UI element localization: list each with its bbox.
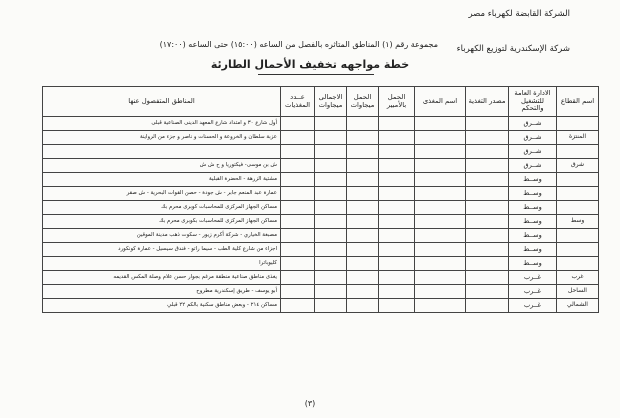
total-mw-cell bbox=[315, 187, 347, 201]
load-mw-cell bbox=[347, 243, 379, 257]
source-cell bbox=[466, 299, 509, 313]
area-cell: عزبة سلطان و الخروعة و الحسنات و ناصر و جزء من الرواينة bbox=[43, 131, 281, 145]
feeder-cell bbox=[415, 229, 466, 243]
load-mw-cell bbox=[347, 159, 379, 173]
table-row bbox=[43, 299, 599, 313]
load-amp-cell bbox=[379, 229, 415, 243]
load-amp-cell bbox=[379, 117, 415, 131]
sector-cell bbox=[557, 229, 599, 243]
admin-cell: وســط bbox=[509, 187, 557, 201]
source-cell bbox=[466, 201, 509, 215]
table-row bbox=[43, 285, 599, 299]
load-amp-cell bbox=[379, 187, 415, 201]
feeder-cell bbox=[415, 243, 466, 257]
header-feeder: اسم المغذى bbox=[415, 87, 466, 117]
feeder-count-cell bbox=[281, 201, 315, 215]
source-cell bbox=[466, 271, 509, 285]
feeder-count-cell bbox=[281, 285, 315, 299]
load-amp-cell bbox=[379, 201, 415, 215]
load-amp-cell bbox=[379, 145, 415, 159]
feeder-count-cell bbox=[281, 257, 315, 271]
area-cell: مساكن ٢١٤ - وبعض مناطق سكنية بالكم ٢٢ قبلي bbox=[43, 299, 281, 313]
area-cell: يغذى مناطق صناعية منطقة مرغم بجوار حسن علام وصلة المكس القديمه bbox=[43, 271, 281, 285]
total-mw-cell bbox=[315, 131, 347, 145]
feeder-cell bbox=[415, 299, 466, 313]
load-amp-cell bbox=[379, 159, 415, 173]
sector-cell bbox=[557, 173, 599, 187]
feeder-cell bbox=[415, 131, 466, 145]
total-mw-cell bbox=[315, 159, 347, 173]
source-cell bbox=[466, 215, 509, 229]
sector-cell: الساحل bbox=[557, 285, 599, 299]
source-cell bbox=[466, 145, 509, 159]
load-mw-cell bbox=[347, 285, 379, 299]
load-mw-cell bbox=[347, 271, 379, 285]
feeder-count-cell bbox=[281, 187, 315, 201]
table-row bbox=[43, 145, 599, 159]
total-mw-cell bbox=[315, 201, 347, 215]
header-load-mw: الحمل ميجاوات bbox=[347, 87, 379, 117]
table-row bbox=[43, 201, 599, 215]
source-cell bbox=[466, 187, 509, 201]
feeder-cell bbox=[415, 145, 466, 159]
sector-cell bbox=[557, 117, 599, 131]
admin-cell: وســط bbox=[509, 201, 557, 215]
load-amp-cell bbox=[379, 285, 415, 299]
area-cell: مساكن الجهاز المركزى للمحاسبات كوبرى محرم بك bbox=[43, 201, 281, 215]
feeder-cell bbox=[415, 285, 466, 299]
source-cell bbox=[466, 257, 509, 271]
admin-cell: وســط bbox=[509, 173, 557, 187]
load-amp-cell bbox=[379, 257, 415, 271]
feeder-count-cell bbox=[281, 229, 315, 243]
feeder-count-cell bbox=[281, 117, 315, 131]
sector-cell: وسط bbox=[557, 215, 599, 229]
feeder-count-cell bbox=[281, 243, 315, 257]
load-mw-cell bbox=[347, 215, 379, 229]
total-mw-cell bbox=[315, 271, 347, 285]
page-number: (٣) bbox=[304, 399, 316, 408]
feeder-count-cell bbox=[281, 215, 315, 229]
table-body bbox=[43, 117, 599, 313]
load-amp-cell bbox=[379, 215, 415, 229]
sector-cell: شرق bbox=[557, 159, 599, 173]
load-mw-cell bbox=[347, 117, 379, 131]
area-cell: أبو يوسف - طريق إسكندرية مطروح bbox=[43, 285, 281, 299]
table-row bbox=[43, 131, 599, 145]
sector-cell bbox=[557, 257, 599, 271]
company-name-line1: الشركة القابضة لكهرباء مصر bbox=[468, 9, 570, 19]
table-row bbox=[43, 257, 599, 271]
load-mw-cell bbox=[347, 145, 379, 159]
company-name-line2: شركة الإسكندرية لتوزيع الكهرباء bbox=[456, 44, 570, 54]
feeder-cell bbox=[415, 215, 466, 229]
header-areas: المناطق المتفصول عنها bbox=[43, 87, 281, 117]
load-mw-cell bbox=[347, 229, 379, 243]
sector-cell bbox=[557, 243, 599, 257]
group-description: مجموعة رقم (١) المناطق المتاثره بالفصل من الساعه (١٥:٠٠) حتى الساعه (١٧:٠٠) bbox=[159, 40, 438, 49]
feeder-cell bbox=[415, 257, 466, 271]
total-mw-cell bbox=[315, 117, 347, 131]
total-mw-cell bbox=[315, 257, 347, 271]
load-amp-cell bbox=[379, 131, 415, 145]
feeder-count-cell bbox=[281, 271, 315, 285]
area-cell: اجزاء من شارع كلية الطب - سيما راتو - فندق سيسيل - عمارة كونكورد bbox=[43, 243, 281, 257]
source-cell bbox=[466, 285, 509, 299]
table-row bbox=[43, 215, 599, 229]
load-mw-cell bbox=[347, 257, 379, 271]
table-row bbox=[43, 229, 599, 243]
total-mw-cell bbox=[315, 229, 347, 243]
total-mw-cell bbox=[315, 215, 347, 229]
load-mw-cell bbox=[347, 131, 379, 145]
admin-cell: وســط bbox=[509, 215, 557, 229]
source-cell bbox=[466, 173, 509, 187]
load-mw-cell bbox=[347, 299, 379, 313]
admin-cell: وســط bbox=[509, 243, 557, 257]
feeder-cell bbox=[415, 173, 466, 187]
plan-title: خطة مواجهه تخفيف الأحمال الطارئة bbox=[210, 58, 410, 71]
source-cell bbox=[466, 243, 509, 257]
admin-cell: وســط bbox=[509, 257, 557, 271]
feeder-count-cell bbox=[281, 145, 315, 159]
area-cell: مشتية الزرهة - الحضرة القبلية bbox=[43, 173, 281, 187]
source-cell bbox=[466, 229, 509, 243]
header-admin: الادارة العامة للتشغيل والتحكم bbox=[509, 87, 557, 117]
sector-cell bbox=[557, 187, 599, 201]
load-amp-cell bbox=[379, 173, 415, 187]
feeder-count-cell bbox=[281, 173, 315, 187]
area-cell: عمارة عبد المنعم جابر - ش جودة - حصن القوات البحرية - ش صقر bbox=[43, 187, 281, 201]
table-row bbox=[43, 187, 599, 201]
total-mw-cell bbox=[315, 173, 347, 187]
sector-cell: غرب bbox=[557, 271, 599, 285]
load-amp-cell bbox=[379, 243, 415, 257]
feeder-cell bbox=[415, 271, 466, 285]
area-cell bbox=[43, 145, 281, 159]
load-shedding-table bbox=[42, 86, 599, 313]
admin-cell: شــرق bbox=[509, 117, 557, 131]
area-cell: مصبغة الخياري - شركة أكرم زيور - سكوت ذهب مدينة الموقين bbox=[43, 229, 281, 243]
feeder-count-cell bbox=[281, 299, 315, 313]
area-cell: ش بن موسى- فيكتوريا و ح ش ش bbox=[43, 159, 281, 173]
area-cell: كليوباترا bbox=[43, 257, 281, 271]
admin-cell: شــرق bbox=[509, 145, 557, 159]
table-row bbox=[43, 173, 599, 187]
area-cell: مساكن الجهاز المركزى للمحاسبات بكوبرى محرم بك bbox=[43, 215, 281, 229]
table-row bbox=[43, 243, 599, 257]
total-mw-cell bbox=[315, 285, 347, 299]
load-mw-cell bbox=[347, 173, 379, 187]
table-row bbox=[43, 159, 599, 173]
feeder-cell bbox=[415, 117, 466, 131]
sector-cell: المنتزة bbox=[557, 131, 599, 145]
sector-cell: الشمالي bbox=[557, 299, 599, 313]
header-total-mw: الاجمالى ميجاوات bbox=[315, 87, 347, 117]
admin-cell: وســط bbox=[509, 229, 557, 243]
admin-cell: شــرق bbox=[509, 131, 557, 145]
source-cell bbox=[466, 117, 509, 131]
area-cell: أول شارع ٣٠ و امتداد شارع المعهد الدينى الصناعية قبلى bbox=[43, 117, 281, 131]
feeder-cell bbox=[415, 187, 466, 201]
header-count: عــدد المغذيات bbox=[281, 87, 315, 117]
sector-cell bbox=[557, 201, 599, 215]
admin-cell: غــرب bbox=[509, 271, 557, 285]
total-mw-cell bbox=[315, 243, 347, 257]
table-row bbox=[43, 271, 599, 285]
total-mw-cell bbox=[315, 299, 347, 313]
admin-cell: شــرق bbox=[509, 159, 557, 173]
header-load-amp: الحمل بالأمبير bbox=[379, 87, 415, 117]
source-cell bbox=[466, 159, 509, 173]
admin-cell: غــرب bbox=[509, 299, 557, 313]
total-mw-cell bbox=[315, 145, 347, 159]
feeder-cell bbox=[415, 201, 466, 215]
table-header-row bbox=[43, 87, 599, 117]
feeder-cell bbox=[415, 159, 466, 173]
source-cell bbox=[466, 131, 509, 145]
load-amp-cell bbox=[379, 271, 415, 285]
feeder-count-cell bbox=[281, 159, 315, 173]
header-sector: اسم القطاع bbox=[557, 87, 599, 117]
load-amp-cell bbox=[379, 299, 415, 313]
admin-cell: غــرب bbox=[509, 285, 557, 299]
sector-cell bbox=[557, 145, 599, 159]
header-source: مصدر التغذية bbox=[466, 87, 509, 117]
load-mw-cell bbox=[347, 201, 379, 215]
title-underline bbox=[258, 74, 374, 75]
feeder-count-cell bbox=[281, 131, 315, 145]
load-mw-cell bbox=[347, 187, 379, 201]
table-row bbox=[43, 117, 599, 131]
